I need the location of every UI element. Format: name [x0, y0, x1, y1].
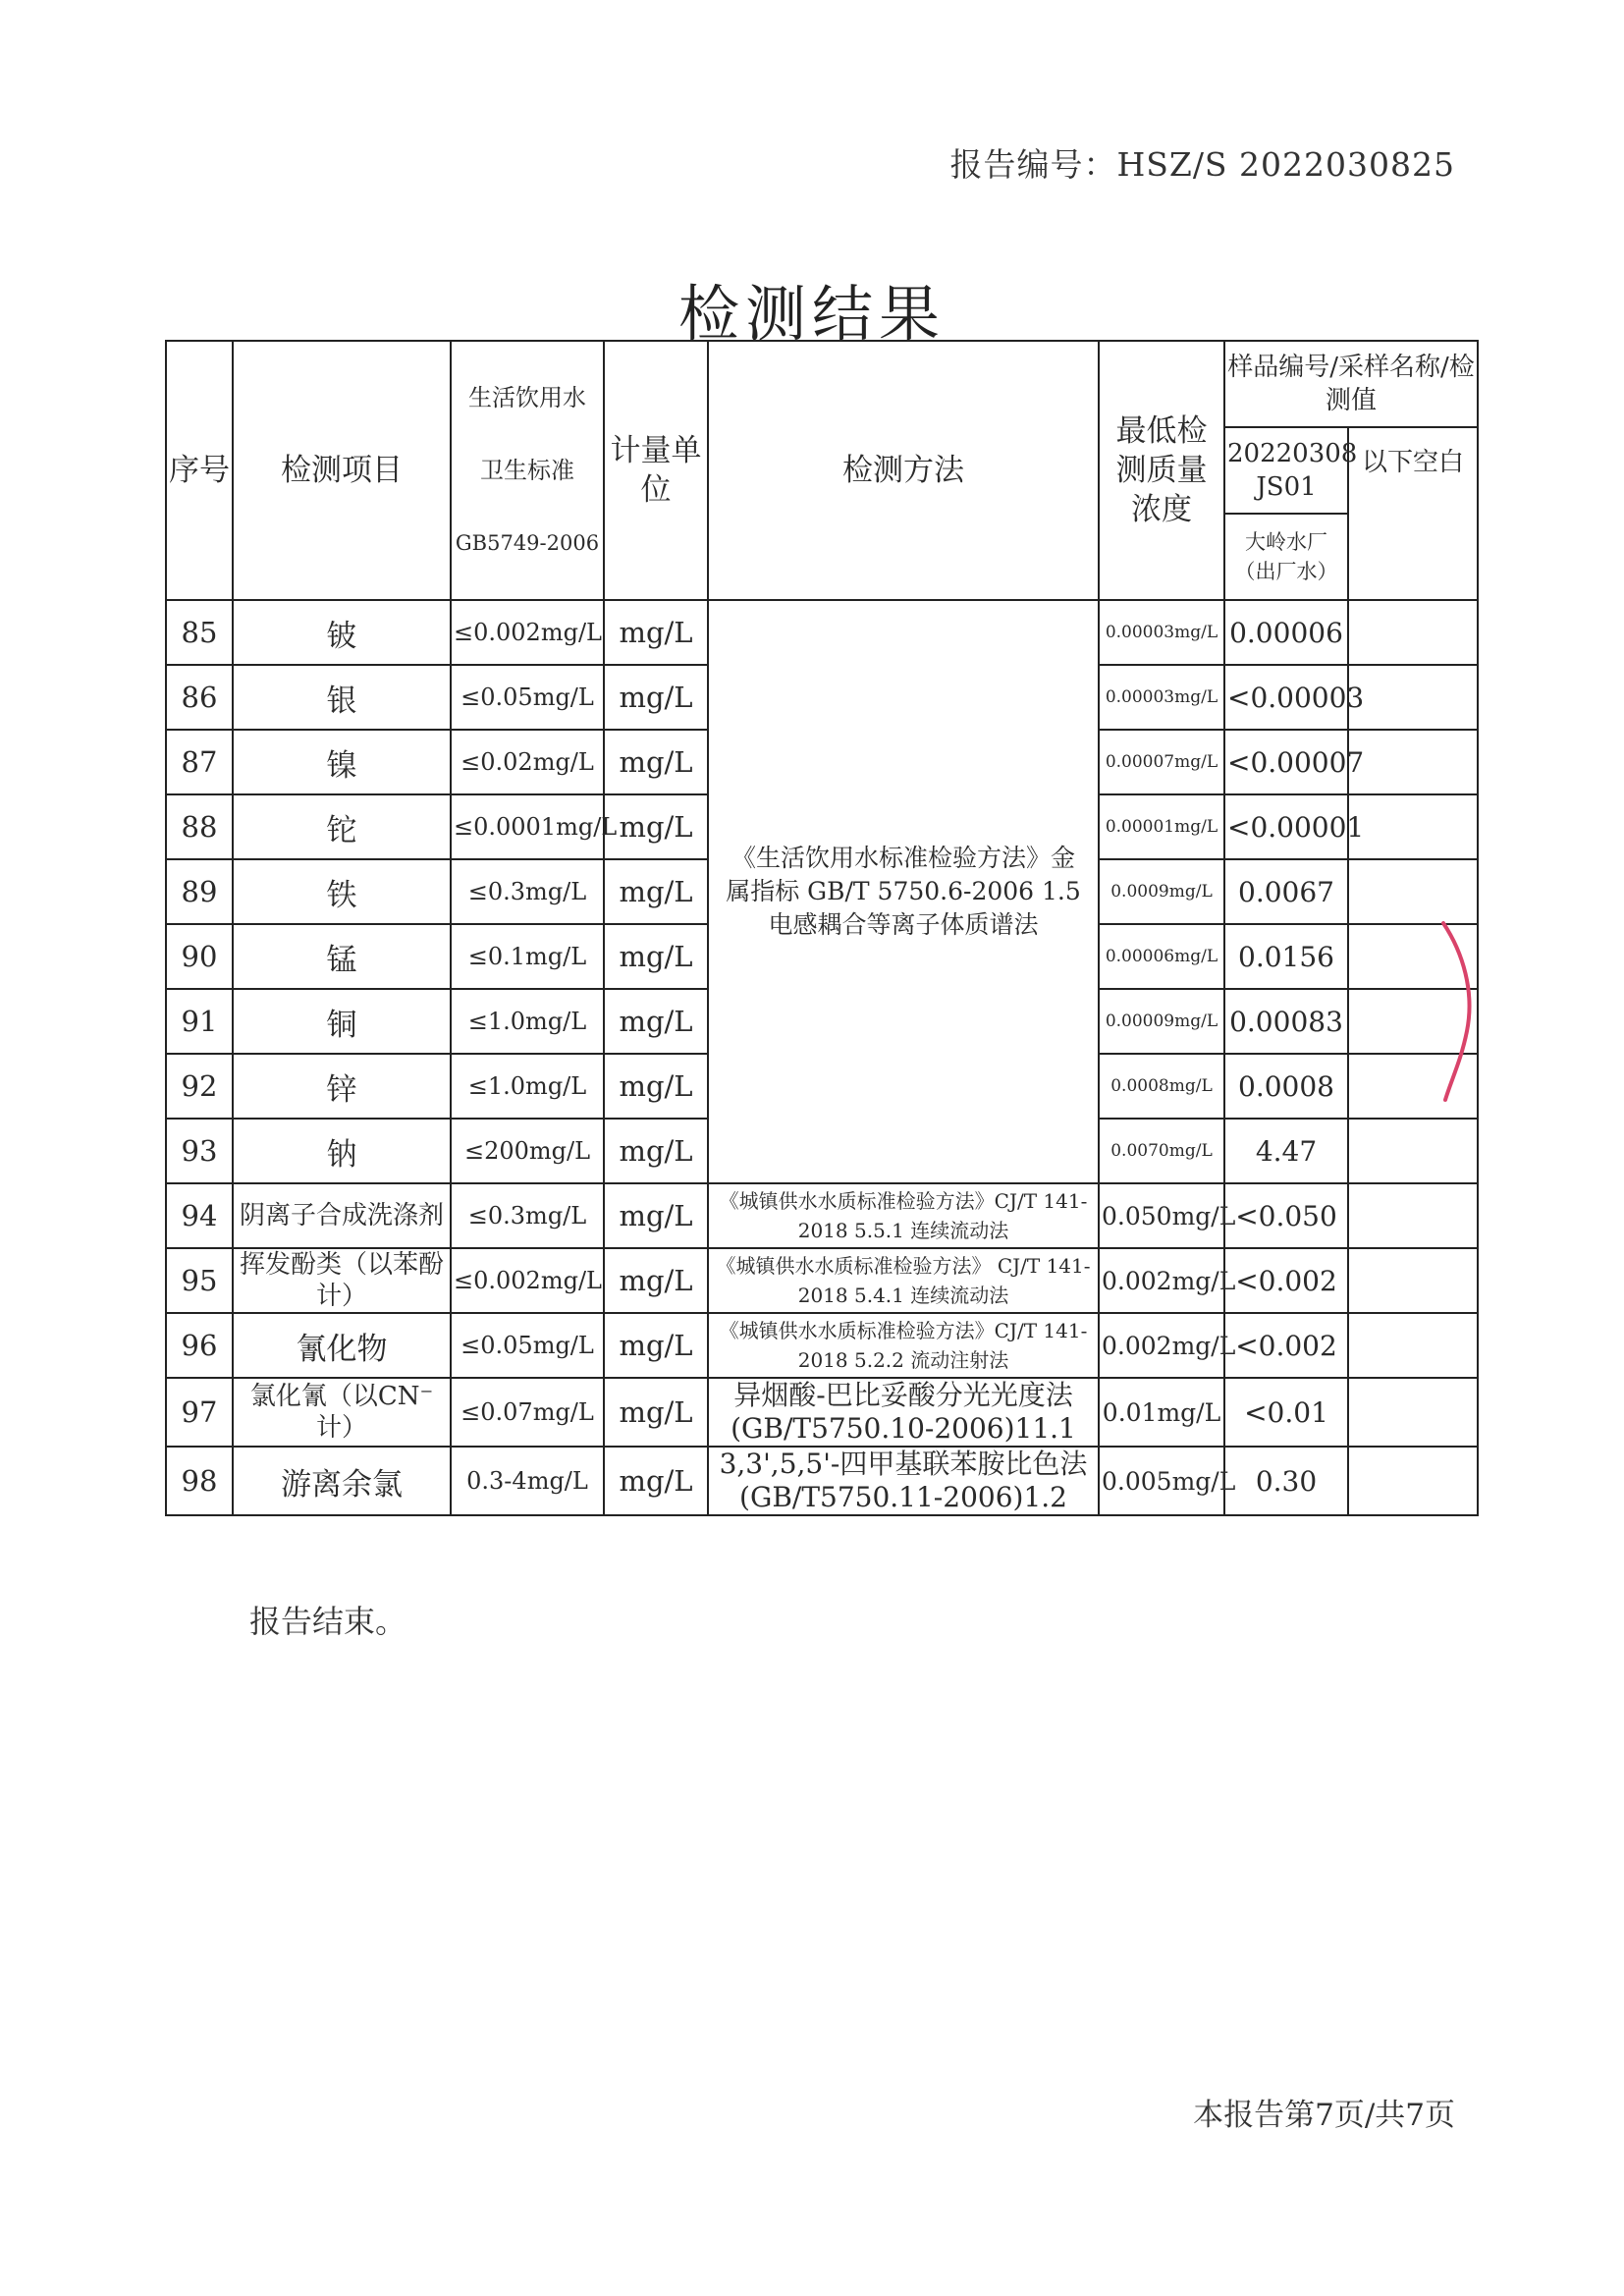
- row-unit: mg/L: [604, 1447, 708, 1515]
- row-item: 锰: [233, 924, 451, 989]
- row-item: 挥发酚类（以苯酚计）: [233, 1248, 451, 1313]
- row-value: 0.00006: [1224, 600, 1348, 665]
- row-limit: ≤0.05mg/L: [451, 1313, 604, 1378]
- row-unit: mg/L: [604, 859, 708, 924]
- row-method: 《城镇供水水质标准检验方法》 CJ/T 141-2018 5.4.1 连续流动法: [708, 1248, 1099, 1313]
- header-blank: 以下空白: [1348, 427, 1478, 600]
- header-method: 检测方法: [708, 341, 1099, 600]
- row-unit: mg/L: [604, 924, 708, 989]
- row-mdl: 0.01mg/L: [1099, 1378, 1224, 1447]
- row-value: <0.002: [1224, 1248, 1348, 1313]
- row-number: 93: [166, 1119, 233, 1183]
- row-number: 96: [166, 1313, 233, 1378]
- table-row: [166, 600, 1478, 665]
- row-blank: [1348, 1313, 1478, 1378]
- table-row: [166, 1447, 1478, 1515]
- row-limit: ≤0.02mg/L: [451, 730, 604, 794]
- row-mdl: 0.00001mg/L: [1099, 794, 1224, 859]
- row-limit: ≤0.002mg/L: [451, 1248, 604, 1313]
- row-unit: mg/L: [604, 794, 708, 859]
- header-item: 检测项目: [233, 341, 451, 600]
- row-item: 铍: [233, 600, 451, 665]
- row-item: 游离余氯: [233, 1447, 451, 1515]
- row-number: 92: [166, 1054, 233, 1119]
- row-item: 铜: [233, 989, 451, 1054]
- row-mdl: 0.002mg/L: [1099, 1313, 1224, 1378]
- row-blank: [1348, 1248, 1478, 1313]
- report-number: 报告编号：HSZ/S 2022030825: [949, 145, 1455, 184]
- header-mdl: 最低检测质量浓度: [1099, 341, 1224, 600]
- table-row: [166, 1378, 1478, 1447]
- row-method: 《城镇供水水质标准检验方法》CJ/T 141-2018 5.2.2 流动注射法: [708, 1313, 1099, 1378]
- header-unit: 计量单位: [604, 341, 708, 600]
- header-sample-group: 样品编号/采样名称/检测值: [1224, 341, 1478, 427]
- row-limit: ≤0.05mg/L: [451, 665, 604, 730]
- row-number: 88: [166, 794, 233, 859]
- row-blank: [1348, 1447, 1478, 1515]
- row-value: <0.002: [1224, 1313, 1348, 1378]
- row-blank: [1348, 1378, 1478, 1447]
- row-limit: 0.3-4mg/L: [451, 1447, 604, 1515]
- row-number: 85: [166, 600, 233, 665]
- row-mdl: 0.00003mg/L: [1099, 600, 1224, 665]
- report-end-note: 报告结束。: [249, 1603, 407, 1640]
- header-sample-id: 20220308 JS01: [1224, 427, 1348, 514]
- row-item: 氯化氰（以CN⁻计）: [233, 1378, 451, 1447]
- row-value: <0.00007: [1224, 730, 1348, 794]
- row-mdl: 0.005mg/L: [1099, 1447, 1224, 1515]
- row-value: 0.00083: [1224, 989, 1348, 1054]
- row-mdl: 0.00007mg/L: [1099, 730, 1224, 794]
- page-number: 本报告第7页/共7页: [1193, 2098, 1455, 2133]
- row-method: 《城镇供水水质标准检验方法》CJ/T 141-2018 5.5.1 连续流动法: [708, 1183, 1099, 1248]
- row-limit: ≤200mg/L: [451, 1119, 604, 1183]
- row-mdl: 0.002mg/L: [1099, 1248, 1224, 1313]
- row-blank: [1348, 665, 1478, 730]
- row-unit: mg/L: [604, 1183, 708, 1248]
- header-standard-line3: GB5749-2006: [455, 531, 600, 555]
- row-limit: ≤1.0mg/L: [451, 1054, 604, 1119]
- row-mdl: 0.050mg/L: [1099, 1183, 1224, 1248]
- row-unit: mg/L: [604, 1119, 708, 1183]
- row-unit: mg/L: [604, 1054, 708, 1119]
- row-number: 94: [166, 1183, 233, 1248]
- row-method: 异烟酸-巴比妥酸分光光度法 (GB/T5750.10-2006)11.1: [708, 1378, 1099, 1447]
- row-item: 钠: [233, 1119, 451, 1183]
- row-item: 银: [233, 665, 451, 730]
- row-limit: ≤1.0mg/L: [451, 989, 604, 1054]
- header-sample-site: 大岭水厂（出厂水）: [1224, 514, 1348, 600]
- row-unit: mg/L: [604, 730, 708, 794]
- header-standard-line1: 生活饮用水: [468, 384, 586, 411]
- table-row: [166, 1248, 1478, 1313]
- header-seq: 序号: [166, 341, 233, 600]
- row-mdl: 0.0009mg/L: [1099, 859, 1224, 924]
- row-number: 86: [166, 665, 233, 730]
- row-unit: mg/L: [604, 665, 708, 730]
- row-limit: ≤0.002mg/L: [451, 600, 604, 665]
- row-unit: mg/L: [604, 600, 708, 665]
- row-number: 97: [166, 1378, 233, 1447]
- row-mdl: 0.0070mg/L: [1099, 1119, 1224, 1183]
- row-limit: ≤0.3mg/L: [451, 859, 604, 924]
- row-item: 铊: [233, 794, 451, 859]
- row-item: 氰化物: [233, 1313, 451, 1378]
- row-number: 98: [166, 1447, 233, 1515]
- row-mdl: 0.0008mg/L: [1099, 1054, 1224, 1119]
- row-method: 3,3',5,5'-四甲基联苯胺比色法 (GB/T5750.11-2006)1.2: [708, 1447, 1099, 1515]
- row-value: <0.050: [1224, 1183, 1348, 1248]
- row-number: 91: [166, 989, 233, 1054]
- row-mdl: 0.00006mg/L: [1099, 924, 1224, 989]
- row-number: 90: [166, 924, 233, 989]
- row-value: 0.0008: [1224, 1054, 1348, 1119]
- row-value: <0.01: [1224, 1378, 1348, 1447]
- row-value: 0.0156: [1224, 924, 1348, 989]
- row-value: 0.30: [1224, 1447, 1348, 1515]
- header-standard: [451, 341, 604, 600]
- shared-method: 《生活饮用水标准检验方法》金属指标 GB/T 5750.6-2006 1.5 电感耦合等离子体质谱法: [708, 600, 1099, 1183]
- row-blank: [1348, 730, 1478, 794]
- row-unit: mg/L: [604, 989, 708, 1054]
- row-blank: [1348, 600, 1478, 665]
- results-table: [165, 340, 1479, 1516]
- row-limit: ≤0.0001mg/L: [451, 794, 604, 859]
- row-item: 镍: [233, 730, 451, 794]
- row-number: 87: [166, 730, 233, 794]
- row-value: <0.00001: [1224, 794, 1348, 859]
- row-unit: mg/L: [604, 1248, 708, 1313]
- row-value: 0.0067: [1224, 859, 1348, 924]
- row-limit: ≤0.3mg/L: [451, 1183, 604, 1248]
- pen-check-mark: [1424, 913, 1483, 1110]
- page-title: 检测结果: [677, 278, 946, 350]
- row-item: 锌: [233, 1054, 451, 1119]
- table-row: [166, 1313, 1478, 1378]
- row-limit: ≤0.07mg/L: [451, 1378, 604, 1447]
- row-mdl: 0.00003mg/L: [1099, 665, 1224, 730]
- row-blank: [1348, 1183, 1478, 1248]
- row-value: <0.00003: [1224, 665, 1348, 730]
- row-unit: mg/L: [604, 1313, 708, 1378]
- row-item: 铁: [233, 859, 451, 924]
- header-standard-line2: 卫生标准: [480, 457, 574, 484]
- row-item: 阴离子合成洗涤剂: [233, 1183, 451, 1248]
- row-number: 89: [166, 859, 233, 924]
- row-unit: mg/L: [604, 1378, 708, 1447]
- row-limit: ≤0.1mg/L: [451, 924, 604, 989]
- row-blank: [1348, 1119, 1478, 1183]
- row-value: 4.47: [1224, 1119, 1348, 1183]
- row-number: 95: [166, 1248, 233, 1313]
- row-blank: [1348, 794, 1478, 859]
- table-row: [166, 1183, 1478, 1248]
- row-mdl: 0.00009mg/L: [1099, 989, 1224, 1054]
